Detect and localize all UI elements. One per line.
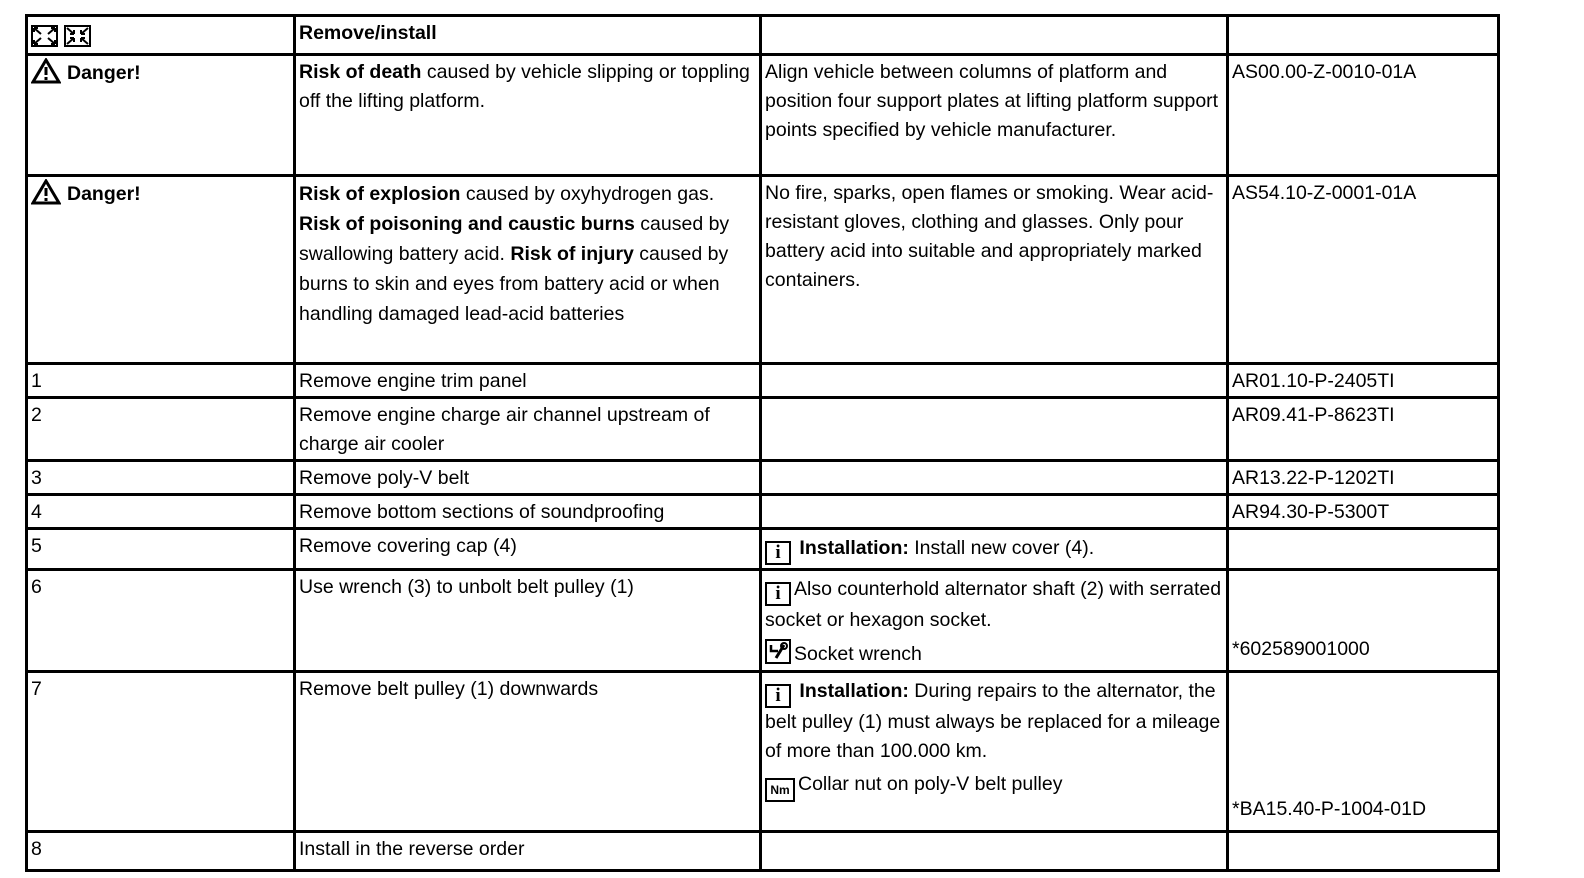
torque-nm-icon: Nm (765, 778, 795, 802)
reference-code: *602589001000 (1228, 570, 1499, 672)
reference-code (1228, 529, 1499, 570)
danger-row (27, 176, 1499, 364)
risk-text: caused by oxyhydrogen gas. (460, 183, 715, 205)
reference-code (1228, 832, 1499, 871)
step-row (27, 398, 1499, 461)
procedure-table (25, 14, 1500, 872)
step-number: 6 (27, 570, 295, 672)
step-action: Remove poly-V belt (295, 461, 761, 495)
expand-icon (31, 25, 58, 47)
reference-code: *BA15.40-P-1004-01D (1228, 672, 1499, 832)
risk-description (295, 55, 761, 176)
step-number: 8 (27, 832, 295, 871)
danger-label: Danger! (67, 62, 141, 84)
header-empty-cell (1228, 16, 1499, 55)
step-number: 7 (27, 672, 295, 832)
expand-icon (64, 25, 91, 47)
torque-label: Collar nut on poly-V belt pulley (798, 773, 1063, 795)
step-note-cell (761, 570, 1228, 672)
step-action: Remove bottom sections of soundproofing (295, 495, 761, 529)
safety-instruction: Align vehicle between columns of platform and position four support plates at lifting platform support points specified by vehicle manufacturer. (761, 55, 1228, 176)
step-action: Remove engine trim panel (295, 364, 761, 398)
step-note-cell (761, 364, 1228, 398)
risk-bold: Risk of poisoning and caustic burns (299, 213, 635, 235)
header-icons-cell (27, 16, 295, 55)
header-row (27, 16, 1499, 55)
step-note-cell (761, 461, 1228, 495)
step-note-cell (761, 529, 1228, 570)
step-number: 2 (27, 398, 295, 461)
tool-line (765, 639, 1223, 669)
step-note-cell (761, 672, 1228, 832)
info-icon: i (765, 541, 791, 565)
step-note-cell (761, 495, 1228, 529)
step-number: 1 (27, 364, 295, 398)
step-row (27, 495, 1499, 529)
danger-label-cell (27, 55, 295, 176)
note-text: During repairs to the alternator, the belt pulley (1) must always be replaced for a mileage of more than 100.000 km. (765, 680, 1221, 762)
warning-triangle-icon (31, 58, 61, 84)
danger-row (27, 55, 1499, 176)
step-row (27, 461, 1499, 495)
reference-code: AR09.41-P-8623TI (1228, 398, 1499, 461)
step-row (27, 364, 1499, 398)
torque-line (765, 770, 1223, 802)
danger-label: Danger! (67, 183, 141, 205)
step-number: 5 (27, 529, 295, 570)
header-empty-cell (761, 16, 1228, 55)
reference-code: AR13.22-P-1202TI (1228, 461, 1499, 495)
note-text: Install new cover (4). (908, 537, 1095, 559)
reference-code: AS00.00-Z-0010-01A (1228, 55, 1499, 176)
warning-triangle-icon (31, 179, 61, 205)
step-action: Remove covering cap (4) (295, 529, 761, 570)
header-title: Remove/install (295, 16, 761, 55)
step-number: 4 (27, 495, 295, 529)
risk-bold: Risk of explosion (299, 183, 461, 205)
note-text: Also counterhold alternator shaft (2) with serrated socket or hexagon socket. (765, 578, 1222, 631)
danger-label-cell (27, 176, 295, 364)
risk-text: caused by burns to skin and eyes from battery acid or when handling damaged lead-acid batteries (299, 243, 729, 325)
note-bold: Installation: (799, 680, 909, 702)
risk-text: caused by swallowing battery acid. (299, 213, 730, 265)
step-note-cell (761, 832, 1228, 871)
socket-wrench-icon (765, 639, 791, 664)
risk-description (295, 176, 761, 364)
reference-code: AS54.10-Z-0001-01A (1228, 176, 1499, 364)
step-number: 3 (27, 461, 295, 495)
step-action: Remove belt pulley (1) downwards (295, 672, 761, 832)
step-note-cell (761, 398, 1228, 461)
safety-instruction: No fire, sparks, open flames or smoking. Wear acid-resistant gloves, clothing and glasses. Only pour battery acid into suitable and appropriately marked containers. (761, 176, 1228, 364)
reference-code: AR01.10-P-2405TI (1228, 364, 1499, 398)
step-row (27, 672, 1499, 832)
step-action: Install in the reverse order (295, 832, 761, 871)
step-action: Use wrench (3) to unbolt belt pulley (1) (295, 570, 761, 672)
step-row (27, 529, 1499, 570)
note-bold: Installation: (799, 537, 909, 559)
risk-text: caused by vehicle slipping or toppling off the lifting platform. (299, 61, 750, 112)
step-action: Remove engine charge air channel upstream of charge air cooler (295, 398, 761, 461)
risk-bold: Risk of death (299, 61, 422, 83)
tool-label: Socket wrench (794, 643, 922, 665)
info-icon: i (765, 684, 791, 708)
step-row (27, 832, 1499, 871)
reference-code: AR94.30-P-5300T (1228, 495, 1499, 529)
step-row (27, 570, 1499, 672)
risk-bold: Risk of injury (510, 243, 634, 265)
info-icon: i (765, 582, 791, 606)
